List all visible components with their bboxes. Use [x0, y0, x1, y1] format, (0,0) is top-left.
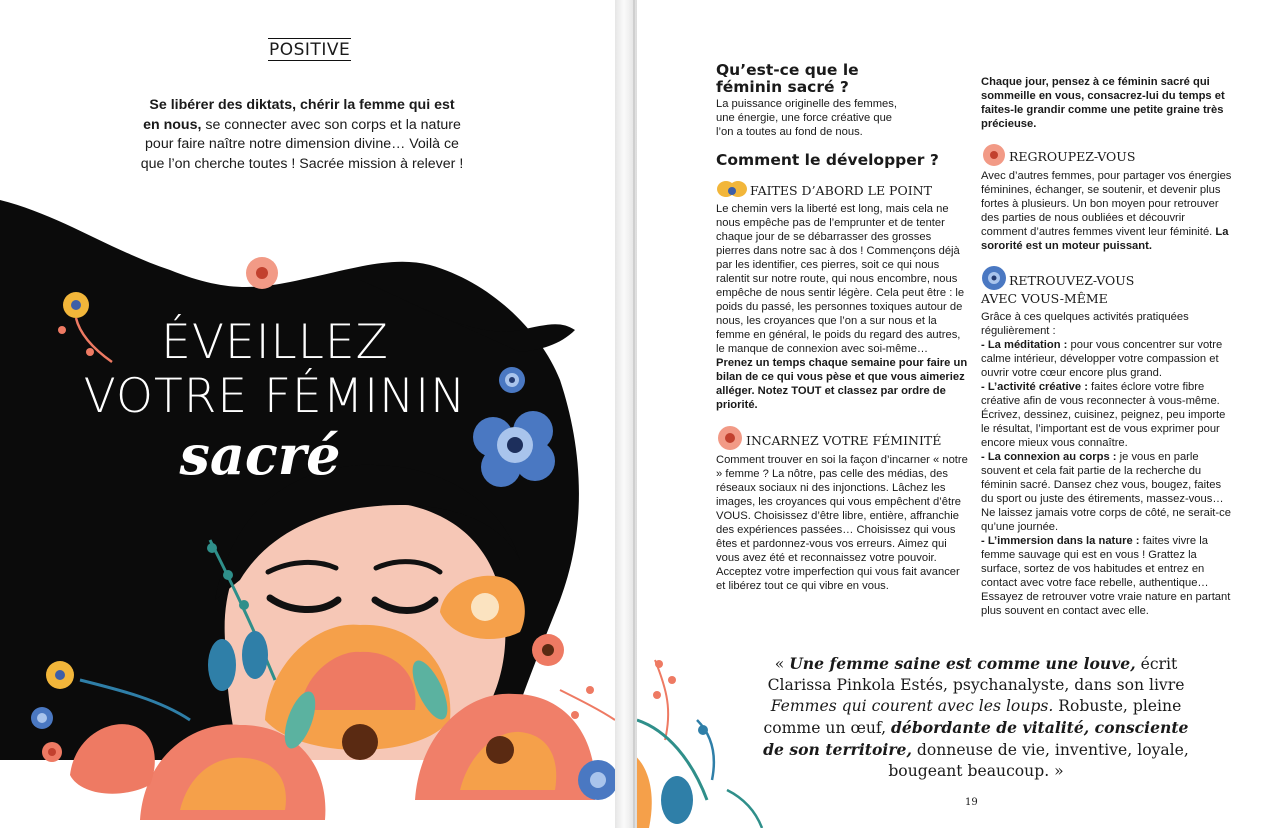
intro-text: [140, 96, 464, 174]
quote-book-title: Femmes qui courent avec les loups.: [770, 697, 1054, 715]
section-title-retrouvez-line-2: AVEC VOUS-MÊME: [981, 291, 1108, 306]
quote-open: «: [774, 655, 790, 673]
section-feminite-text: Comment trouver en soi la façon d’incarner « notre » femme ? La nôtre, pas celle des médias, des réseaux sociaux ni des injonctions. Lâchez les images, les croyances qui vous empêchent d’être VOUS. Choisissez d’être libre, entière, affranchie des expériences passées… Choisissez qui vous êtes et pardonnez-vous vos erreurs. Aimez qui vous avez été et reconnaissez votre pouvoir. Acceptez votre imperfection qui vous fait avancer et libérez tout ce qui vibre en vous.: [716, 454, 968, 592]
yellow-flower-left: [63, 292, 89, 318]
lead-bold: Chaque jour, pensez à ce féminin sacré qui sommeille en vous, consacrez-lui du temps et faites-le grandir comme une petite graine très précieuse.: [981, 76, 1225, 130]
activity-label: - La connexion au corps :: [981, 451, 1117, 463]
activity-label: - L’immersion dans la nature :: [981, 535, 1140, 547]
quote-text-3: donneuse de vie, inventive, loyale, bougeant beaucoup. »: [888, 741, 1189, 780]
section-rubric: POSITIVE: [269, 40, 351, 60]
pink-flower-icon: [981, 143, 1007, 167]
activity-label: - L’activité créative :: [981, 381, 1088, 393]
activity-label: - La méditation :: [981, 339, 1068, 351]
activity-item: [981, 380, 1234, 450]
activity-text: pour vous concentrer sur votre calme intérieur, développer votre compassion et ouvrir votre cœur encore plus grand.: [981, 339, 1223, 379]
headline-line-3: sacré: [179, 423, 341, 487]
section-title-feminite-label: INCARNEZ VOTRE FÉMINITÉ: [746, 433, 942, 448]
question-text: La puissance originelle des femmes, une énergie, une force créative que l’on a toutes au fond de nous.: [716, 98, 897, 138]
headline: [40, 316, 510, 486]
section-title-point: [716, 179, 968, 201]
activity-text: faites éclore votre fibre créative afin de vous reconnecter à vous-même. Écrivez, dessinez, cuisinez, peignez, peu importe le résultat, l’important est de vous exprimer pour encore mieux vous connaître.: [981, 381, 1226, 449]
section-regroupez-body: Avec d’autres femmes, pour partager vos énergies féminines, échanger, se soutenir, et devenir plus fortes à plusieurs. Un bon moyen pour retrouver des parties de nous oubliées et découvrir comment d’autres femmes vivent leur féminité.: [981, 170, 1232, 238]
activity-item: [981, 534, 1234, 618]
quote-text-2: Robuste, pleine comme un œuf,: [763, 697, 1182, 737]
section-regroupez-text: [981, 169, 1234, 253]
column-1: [716, 62, 968, 593]
section-title-point-label: FAITES D’ABORD LE POINT: [750, 183, 932, 198]
section-retrouvez-intro: Grâce à ces quelques activités pratiquées régulièrement :: [981, 311, 1189, 337]
activity-item: [981, 338, 1234, 380]
section-title-regroupez: [981, 143, 1234, 167]
lead-text: [981, 75, 1234, 131]
section-title-regroupez-label: REGROUPEZ-VOUS: [1009, 149, 1136, 164]
gutter-line: [633, 0, 635, 828]
section-title-feminite: [716, 425, 968, 451]
how-title: Comment le développer ?: [716, 151, 939, 169]
activity-item: [981, 450, 1234, 534]
section-title-retrouvez-line-1: RETROUVEZ-VOUS: [1009, 273, 1135, 288]
section-point-text: Le chemin vers la liberté est long, mais cela ne nous empêche pas de l’emprunter et de tenter chaque jour de se débarrasser des grosses pierres dans notre sac à dos ! Commençons déjà par les identifier, ces pierres, soit ce qui nous ralentit sur notre route, qui nous encombre, nous empêche de nous sentir légère. Cela peut être : le poids du passé, les personnes toxiques autour de nous, les croyances que l’on a sur nous et la femme en général, le poids du regard des autres, le manque de connexion avec soi-même…: [716, 203, 965, 355]
activity-text: je vous en parle souvent et cela fait partie de la recherche du féminin sacré. Dansez chez vous, bougez, faites du sport ou juste des étirements, massez-vous… Ne laissez jamais votre corps de côté, ne serait-ce qu’une journée.: [981, 451, 1231, 533]
page-number: 19: [965, 797, 978, 808]
quote-bold-2: débordante de vitalité, consciente de son territoire,: [763, 718, 1189, 759]
left-page: [0, 0, 615, 828]
blue-flower-icon: [981, 265, 1007, 291]
activity-text: faites vivre la femme sauvage qui est en vous ! Grattez la surface, sortez de vos habitudes et entrez en contact avec votre face rebelle, authentique… Essayez de retrouver votre vraie nature en partant plus souvent en contact avec elle.: [981, 535, 1231, 617]
section-point-bold: [716, 356, 968, 412]
intro-rest: se connecter avec son corps et la nature pour faire naître notre dimension divine… Voilà ce que l’on cherche toutes ! Sacrée mission à relever !: [140, 116, 464, 172]
yellow-flower-icon: [716, 179, 748, 201]
section-title-retrouvez: [981, 265, 1234, 306]
quote-text-1: écrit Clarissa Pinkola Estés, psychanalyste, dans son livre: [767, 655, 1185, 694]
coral-flower-icon: [716, 425, 744, 451]
question-title: Qu’est-ce que le féminin sacré ?: [716, 61, 859, 96]
column-2: [981, 75, 1234, 618]
intro-bold: Se libérer des diktats, chérir la femme qui est en nous,: [143, 97, 455, 133]
pink-flower-top: [246, 257, 278, 289]
headline-line-2: VOTRE FÉMININ: [83, 369, 467, 424]
quote-bold-1: Une femme saine est comme une louve,: [789, 654, 1136, 673]
headline-line-1: ÉVEILLEZ: [161, 315, 389, 370]
pull-quote: [756, 653, 1196, 782]
section-point-bold-text: Prenez un temps chaque semaine pour faire un bilan de ce qui vous pèse et que vous aimeriez alléger. Notez TOUT et classez par ordre de priorité.: [716, 357, 968, 411]
section-regroupez-bold: La sororité est un moteur puissant.: [981, 226, 1229, 252]
